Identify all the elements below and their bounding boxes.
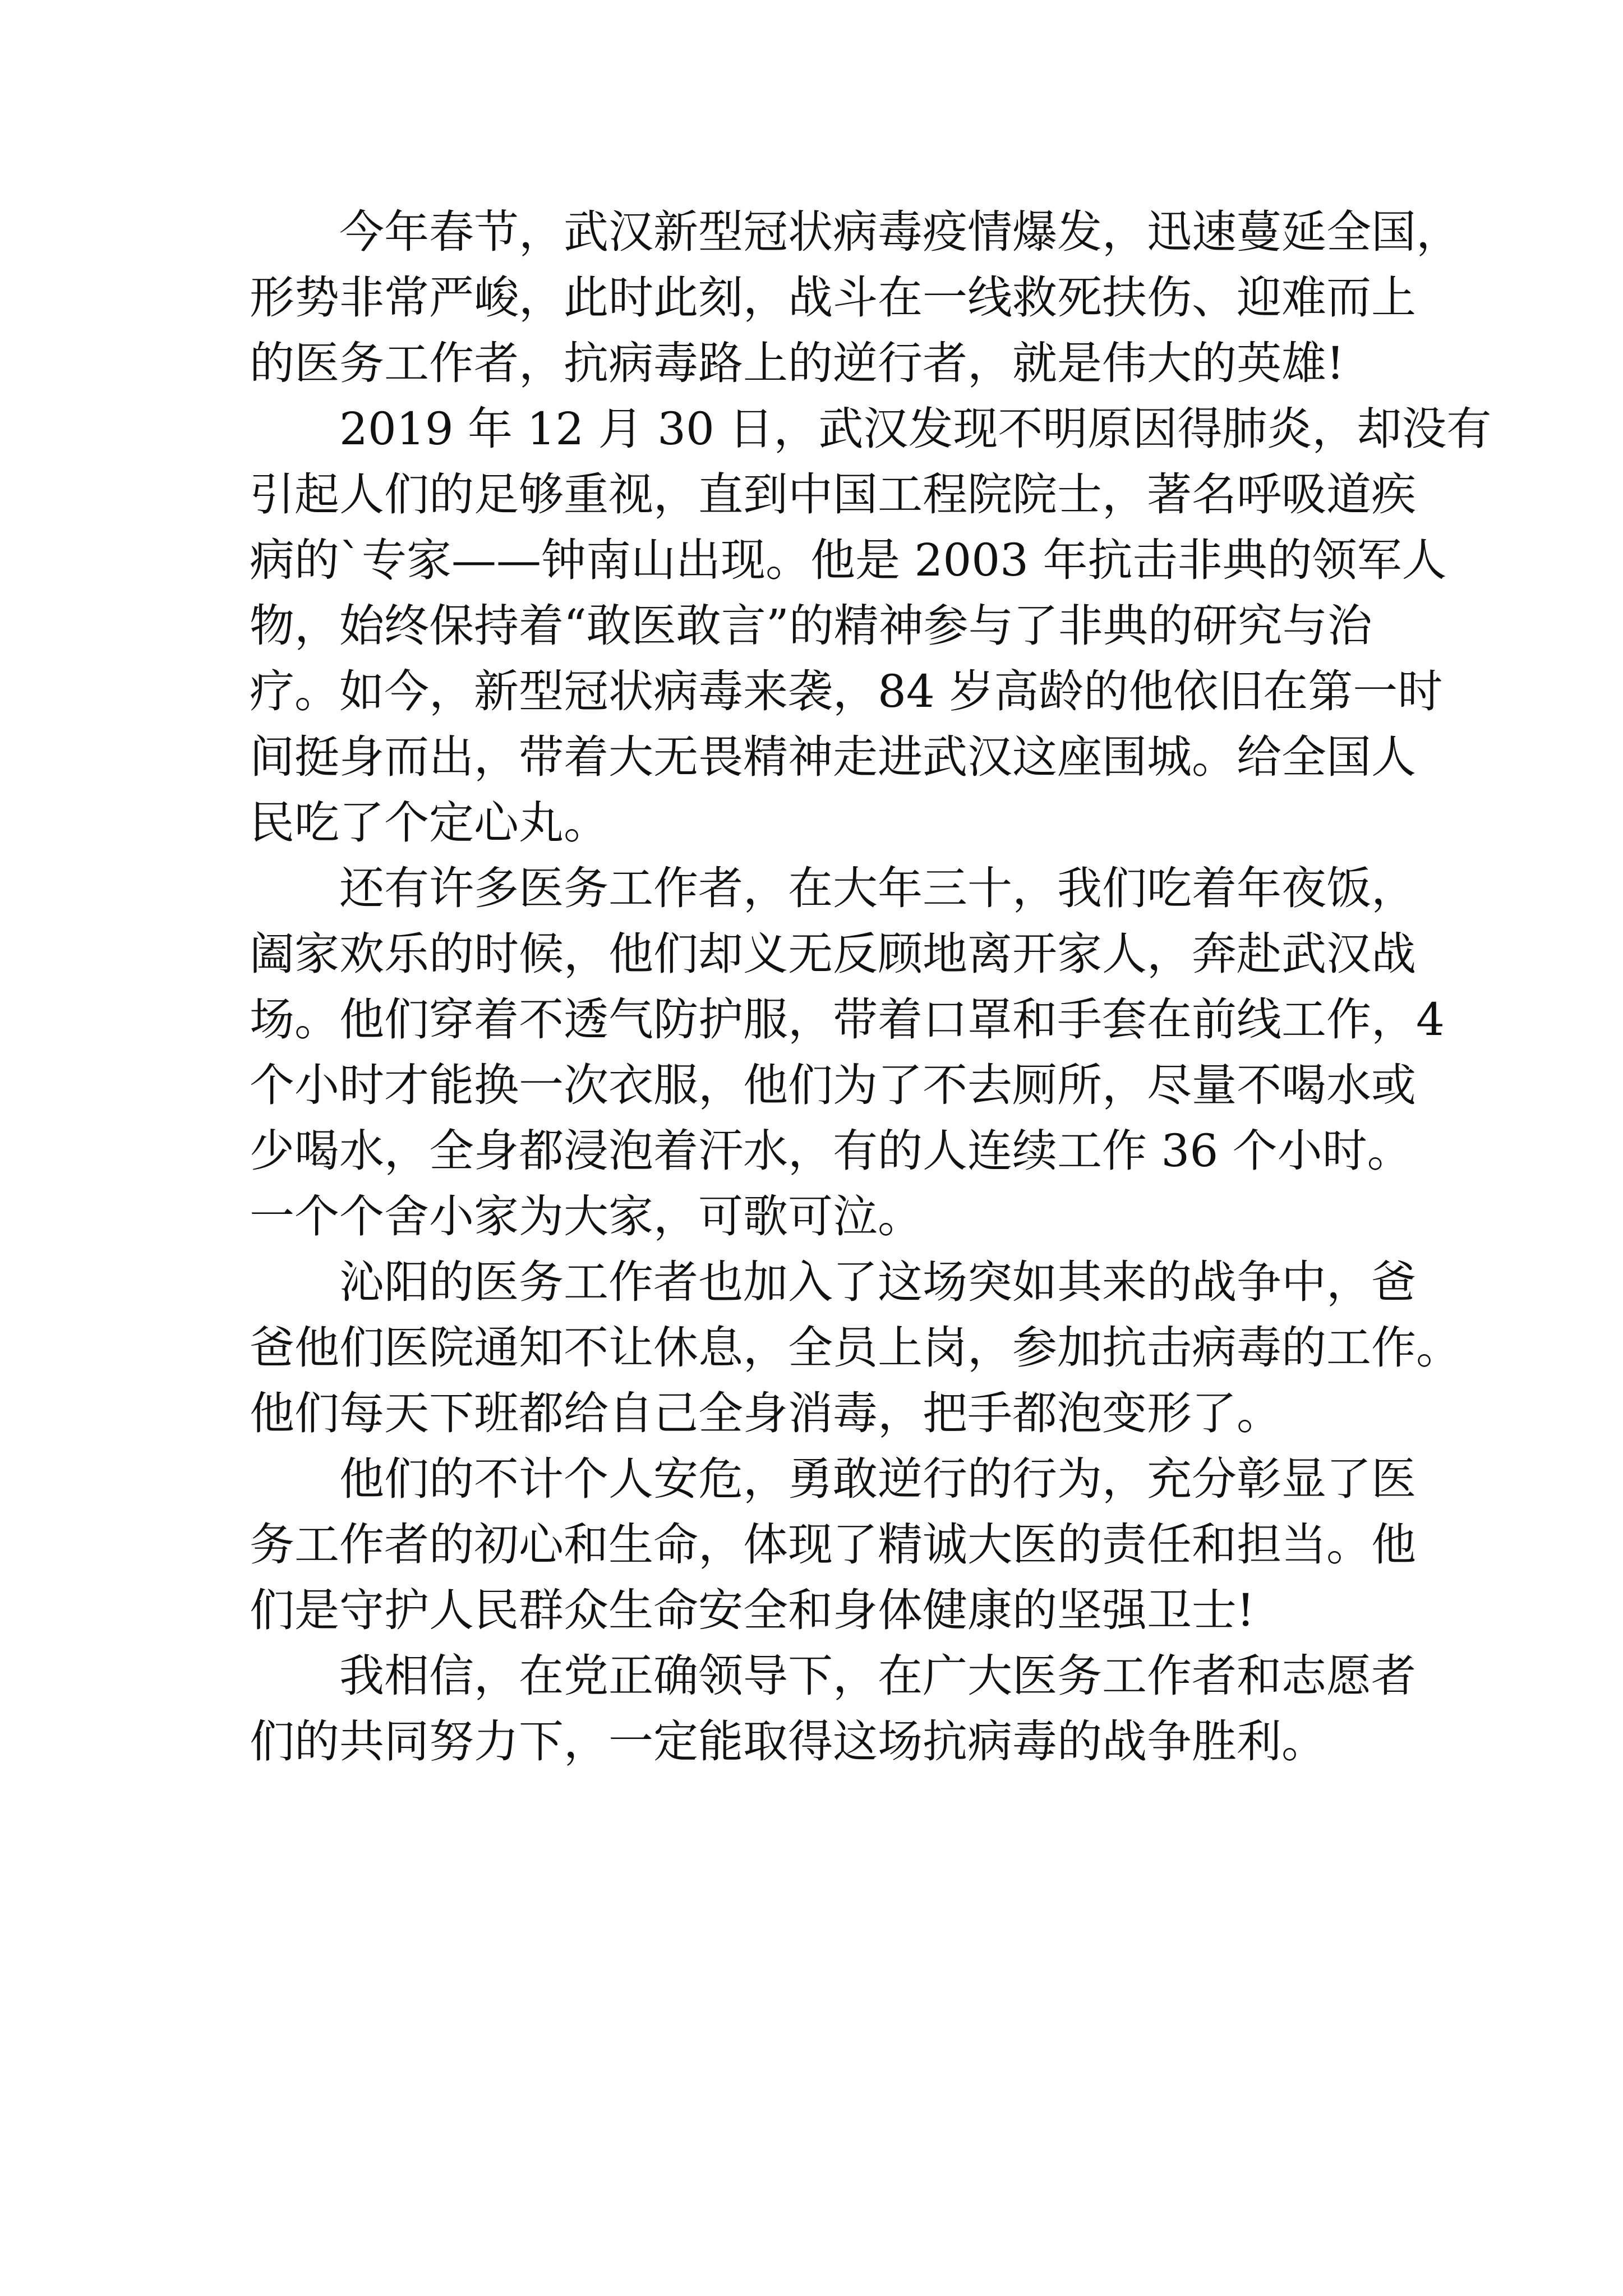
paragraph-4 bbox=[250, 1249, 1461, 1446]
text-line: 们的共同努力下，一定能取得这场抗病毒的战争胜利。 bbox=[250, 1715, 1326, 1768]
text-line: 沁阳的医务工作者也加入了这场突如其来的战争中，爸 bbox=[339, 1256, 1416, 1308]
paragraph-3 bbox=[250, 855, 1445, 1249]
text-line: 引起人们的足够重视，直到中国工程院院士，著名呼吸道疾 bbox=[250, 468, 1416, 521]
paragraph-5 bbox=[250, 1446, 1416, 1643]
text-line: 我相信，在党正确领导下，在广大医务工作者和志愿者 bbox=[339, 1650, 1416, 1702]
text-line: 物，始终保持着“敢医敢言”的精神参与了非典的研究与治 bbox=[250, 600, 1372, 652]
text-line: 病的`专家——钟南山出现。他是 2003 年抗击非典的领军人 bbox=[250, 534, 1447, 586]
text-line: 他们的不计个人安危，勇敢逆行的行为，充分彰显了医 bbox=[339, 1453, 1416, 1505]
paragraph-1 bbox=[250, 199, 1461, 396]
text-line: 少喝水，全身都浸泡着汗水，有的人连续工作 36 个小时。 bbox=[250, 1125, 1412, 1177]
text-line: 务工作者的初心和生命，体现了精诚大医的责任和担当。他 bbox=[250, 1519, 1416, 1571]
text-line: 形势非常严峻，此时此刻，战斗在一线救死扶伤、迎难而上 bbox=[250, 272, 1416, 324]
document-body bbox=[250, 199, 1492, 1774]
text-line: 们是守护人民群众生命安全和身体健康的坚强卫士! bbox=[250, 1584, 1255, 1636]
text-line: 阖家欢乐的时候，他们却义无反顾地离开家人，奔赴武汉战 bbox=[250, 928, 1416, 980]
text-line: 疗。如今，新型冠状病毒来袭，84 岁高龄的他依旧在第一时 bbox=[250, 665, 1443, 717]
text-line: 个小时才能换一次衣服，他们为了不去厕所，尽量不喝水或 bbox=[250, 1059, 1416, 1111]
text-line: 间挺身而出，带着大无畏精神走进武汉这座围城。给全国人 bbox=[250, 731, 1416, 783]
paragraph-6 bbox=[250, 1643, 1416, 1774]
paragraph-2 bbox=[250, 396, 1492, 855]
text-line: 场。他们穿着不透气防护服，带着口罩和手套在前线工作，4 bbox=[250, 993, 1445, 1046]
text-line: 爸他们医院通知不让休息，全员上岗，参加抗击病毒的工作。 bbox=[250, 1322, 1461, 1374]
text-line: 他们每天下班都给自己全身消毒，把手都泡变形了。 bbox=[250, 1387, 1281, 1439]
text-line: 的医务工作者，抗病毒路上的逆行者，就是伟大的英雄! bbox=[250, 337, 1345, 389]
text-line: 还有许多医务工作者，在大年三十，我们吃着年夜饭， bbox=[339, 862, 1416, 914]
text-line: 今年春节，武汉新型冠状病毒疫情爆发，迅速蔓延全国， bbox=[339, 206, 1461, 258]
text-line: 民吃了个定心丸。 bbox=[250, 797, 608, 849]
text-line: 2019 年 12 月 30 日，武汉发现不明原因得肺炎，却没有 bbox=[339, 403, 1492, 455]
text-line: 一个个舍小家为大家，可歌可泣。 bbox=[250, 1190, 923, 1243]
